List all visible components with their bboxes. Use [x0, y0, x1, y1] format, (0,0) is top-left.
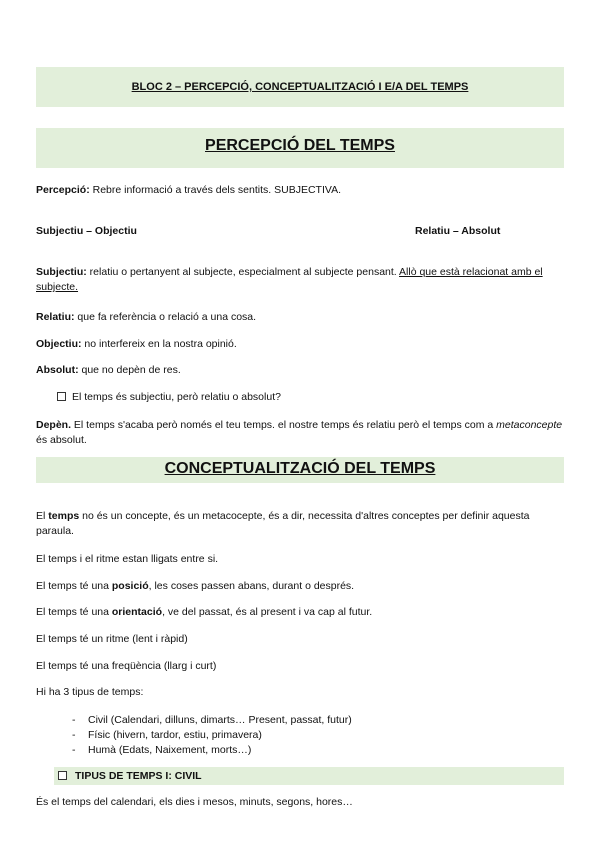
types-list [72, 713, 352, 758]
depen-text-1: El temps s'acaba però només el teu temps. el nostre temps és relatiu però el temps com a [71, 419, 497, 431]
absolut-definition [36, 363, 566, 378]
relatiu-text: que fa referència o relació a una cosa. [74, 311, 257, 323]
p1-post: no és un concepte, és un metacocepte, és a dir, necessita d'altres conceptes per definir aquesta paraula. [36, 510, 530, 537]
tipus-intro-paragraph: Hi ha 3 tipus de temps: [36, 686, 144, 698]
subsection-civil-text: TIPUS DE TEMPS I: CIVIL [75, 770, 202, 782]
p3-bold: posició [111, 580, 149, 592]
depen-label: Depèn. [36, 419, 72, 431]
depen-text-2: és absolut. [36, 434, 87, 446]
frequencia-paragraph: El temps té una freqüència (llarg i curt) [36, 660, 217, 672]
subsection-civil-title [54, 767, 564, 785]
p3-post: , les coses passen abans, durant o després. [148, 580, 355, 592]
pair-relatiu-absolut: Relatiu – Absolut [415, 225, 501, 237]
question-item [57, 390, 557, 405]
subjectiu-definition [36, 265, 566, 295]
depen-italic: metaconcepte [496, 419, 563, 431]
absolut-label: Absolut: [36, 364, 79, 376]
objectiu-definition [36, 337, 566, 352]
list-item: - Civil (Calendari, dilluns, dimarts… Present, passat, futur) [72, 713, 352, 728]
relatiu-label: Relatiu: [36, 311, 75, 323]
orientacio-paragraph [36, 605, 566, 620]
subjectiu-label: Subjectiu: [36, 266, 87, 278]
question-text: El temps és subjectiu, però relatiu o absolut? [72, 391, 281, 403]
temps-metaconcepte-paragraph [36, 509, 566, 539]
subjectiu-underlined: Allò que està relacionat amb el subjecte. [36, 266, 543, 293]
p4-post: , ve del passat, és al present i va cap al futur. [162, 606, 373, 618]
ritme-lent-rapid-paragraph: El temps té un ritme (lent i ràpid) [36, 633, 188, 645]
p1-pre: El [36, 510, 49, 522]
depen-paragraph [36, 418, 566, 448]
checkbox-icon [57, 392, 66, 401]
relatiu-definition [36, 310, 566, 325]
p3-pre: El temps té una [36, 580, 112, 592]
section-conceptualitzacio-band [36, 457, 564, 483]
absolut-text: que no depèn de res. [78, 364, 181, 376]
posicio-paragraph [36, 579, 566, 594]
checkbox-icon [58, 771, 67, 780]
section-conceptualitzacio-title: CONCEPTUALITZACIÓ DEL TEMPS [164, 460, 436, 477]
p1-bold: temps [48, 510, 80, 522]
list-item: - Físic (hivern, tardor, estiu, primavera) [72, 728, 352, 743]
list-item: - Humà (Edats, Naixement, morts…) [72, 743, 352, 758]
section-percepcio-title: PERCEPCIÓ DEL TEMPS [205, 137, 395, 154]
subsection-civil-band [54, 767, 564, 785]
p4-pre: El temps té una [36, 606, 112, 618]
civil-description: És el temps del calendari, els dies i mesos, minuts, segons, hores… [36, 796, 353, 808]
section-percepcio-band [36, 128, 564, 168]
bloc-title: BLOC 2 – PERCEPCIÓ, CONCEPTUALITZACIÓ I E/A DEL TEMPS [131, 81, 469, 93]
ritme-paragraph: El temps i el ritme estan lligats entre si. [36, 553, 219, 565]
p4-bold: orientació [111, 606, 163, 618]
objectiu-text: no interfereix en la nostra opinió. [81, 338, 237, 350]
subjectiu-text: relatiu o pertanyent al subjecte, especialment al subjecte pensant. [86, 266, 400, 278]
percepcio-definition [36, 183, 566, 198]
percepcio-label: Percepció: [36, 184, 90, 196]
percepcio-text: Rebre informació a través dels sentits. SUBJECTIVA. [89, 184, 342, 196]
bloc-header-band [36, 67, 564, 107]
objectiu-label: Objectiu: [36, 338, 82, 350]
pair-subjectiu-objectiu: Subjectiu – Objectiu [36, 225, 137, 237]
